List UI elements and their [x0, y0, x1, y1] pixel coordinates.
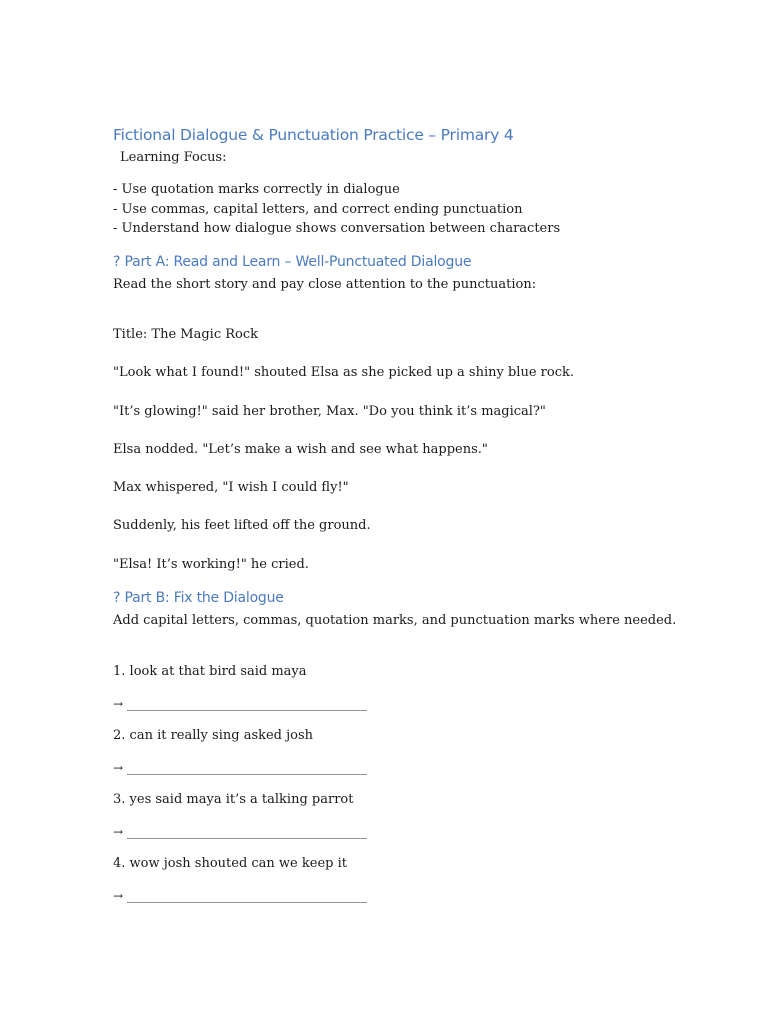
- part-a-intro: Read the short story and pay close attention to the punctuation:: [113, 277, 537, 292]
- exercise-question: 2. can it really sing asked josh: [113, 728, 314, 743]
- story-line: Elsa nodded. "Let’s make a wish and see what happens.": [113, 442, 488, 457]
- part-b-intro: Add capital letters, commas, quotation marks, and punctuation marks where needed.: [113, 613, 677, 628]
- story-line: "Elsa! It’s working!" he cried.: [113, 557, 309, 572]
- story-line: "Look what I found!" shouted Elsa as she picked up a shiny blue rock.: [113, 365, 574, 380]
- learning-focus-item: - Use commas, capital letters, and correct ending punctuation: [113, 202, 523, 217]
- exercise-question: 4. wow josh shouted can we keep it: [113, 856, 347, 871]
- answer-line[interactable]: → ________________________________________: [113, 889, 367, 903]
- exercise-question: 3. yes said maya it’s a talking parrot: [113, 792, 354, 807]
- story-title: Title: The Magic Rock: [113, 327, 259, 342]
- story-line: Suddenly, his feet lifted off the ground.: [113, 518, 371, 533]
- story-line: Max whispered, "I wish I could fly!": [113, 480, 349, 495]
- page-title: Fictional Dialogue & Punctuation Practice – Primary 4: [113, 126, 514, 144]
- part-b-heading: ? Part B: Fix the Dialogue: [113, 590, 284, 606]
- story-line: "It’s glowing!" said her brother, Max. "Do you think it’s magical?": [113, 404, 546, 419]
- answer-line[interactable]: → ________________________________________: [113, 825, 367, 839]
- answer-line[interactable]: → ________________________________________: [113, 697, 367, 711]
- part-a-heading: ? Part A: Read and Learn – Well-Punctuated Dialogue: [113, 254, 472, 270]
- learning-focus-label: Learning Focus:: [120, 150, 227, 165]
- learning-focus-item: - Understand how dialogue shows conversation between characters: [113, 221, 561, 236]
- answer-line[interactable]: → ________________________________________: [113, 761, 367, 775]
- exercise-question: 1. look at that bird said maya: [113, 664, 307, 679]
- learning-focus-item: - Use quotation marks correctly in dialogue: [113, 182, 400, 197]
